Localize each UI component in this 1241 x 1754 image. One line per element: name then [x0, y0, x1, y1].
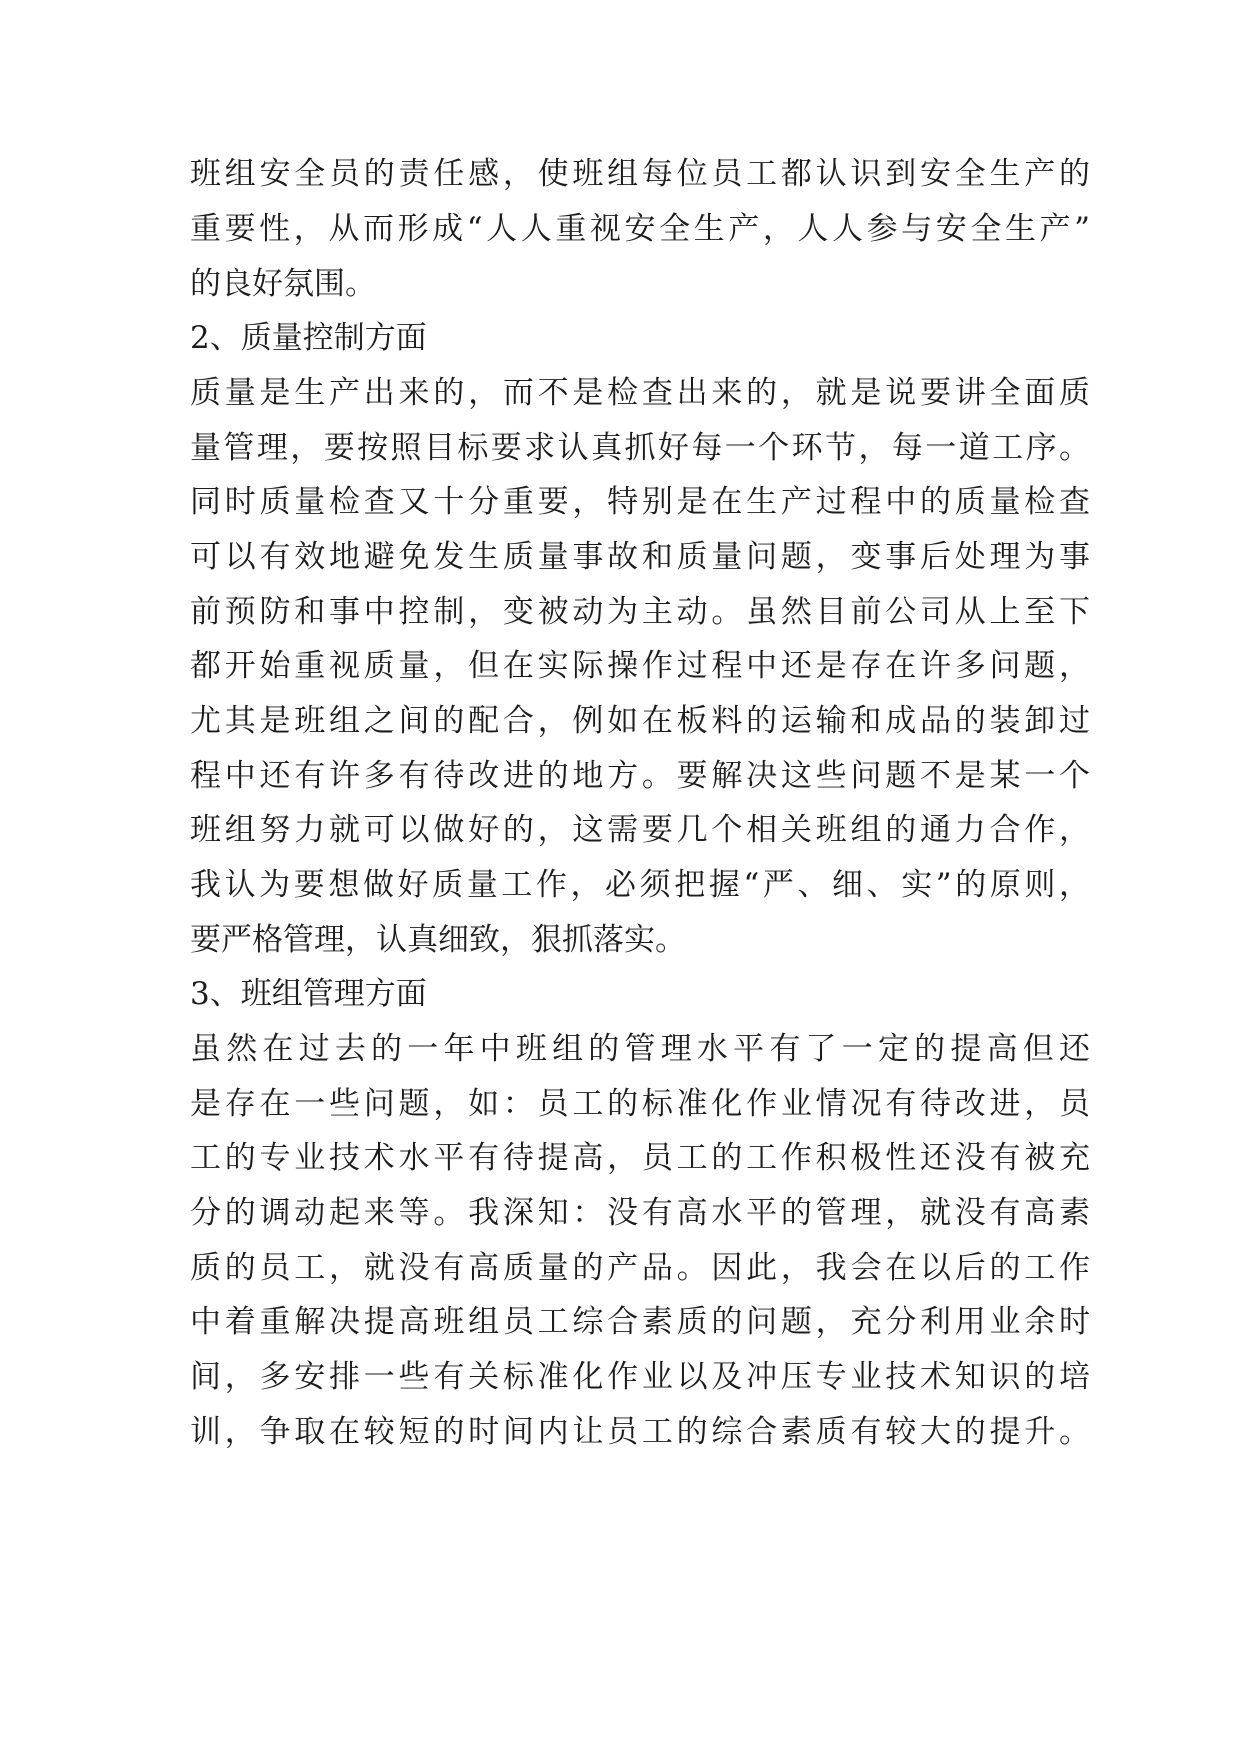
text-line: 质的员工，就没有高质量的产品。因此，我会在以后的工作 — [190, 1250, 1090, 1286]
text-line: 前预防和事中控制，变被动为主动。虽然目前公司从上至下 — [190, 594, 1090, 630]
text-line: 都开始重视质量，但在实际操作过程中还是存在许多问题， — [190, 648, 1090, 684]
text-line: 班组安全员的责任感，使班组每位员工都认识到安全生产的 — [190, 156, 1090, 192]
text-line: 尤其是班组之间的配合，例如在板料的运输和成品的装卸过 — [190, 703, 1090, 739]
text-line: 量管理，要按照目标要求认真抓好每一个环节，每一道工序。 — [190, 430, 1090, 466]
text-line: 重要性，从而形成“人人重视安全生产，人人参与安全生产” — [190, 211, 1090, 247]
text-line: 间，多安排一些有关标准化作业以及冲压专业技术知识的培 — [190, 1359, 1090, 1395]
text-line: 中着重解决提高班组员工综合素质的问题，充分利用业余时 — [190, 1304, 1090, 1340]
text-line: 工的专业技术水平有待提高，员工的工作积极性还没有被充 — [190, 1140, 1090, 1176]
text-line: 班组努力就可以做好的，这需要几个相关班组的通力合作， — [190, 812, 1090, 848]
text-line: 同时质量检查又十分重要，特别是在生产过程中的质量检查 — [190, 484, 1090, 520]
text-line: 是存在一些问题，如：员工的标准化作业情况有待改进，员 — [190, 1086, 1090, 1122]
text-line: 质量是生产出来的，而不是检查出来的，就是说要讲全面质 — [190, 375, 1090, 411]
text-line: 的良好氛围。 — [190, 266, 376, 302]
text-line: 虽然在过去的一年中班组的管理水平有了一定的提高但还 — [190, 1031, 1090, 1067]
text-line: 分的调动起来等。我深知：没有高水平的管理，就没有高素 — [190, 1195, 1090, 1231]
text-line: 训，争取在较短的时间内让员工的综合素质有较大的提升。 — [190, 1414, 1090, 1450]
text-line: 程中还有许多有待改进的地方。要解决这些问题不是某一个 — [190, 758, 1090, 794]
text-line: 可以有效地避免发生质量事故和质量问题，变事后处理为事 — [190, 539, 1090, 575]
text-line: 要严格管理，认真细致，狠抓落实。 — [190, 922, 686, 958]
text-line: 我认为要想做好质量工作，必须把握“严、细、实”的原则， — [190, 867, 1090, 903]
section-heading: 3、班组管理方面 — [190, 976, 427, 1012]
section-heading: 2、质量控制方面 — [190, 320, 427, 356]
